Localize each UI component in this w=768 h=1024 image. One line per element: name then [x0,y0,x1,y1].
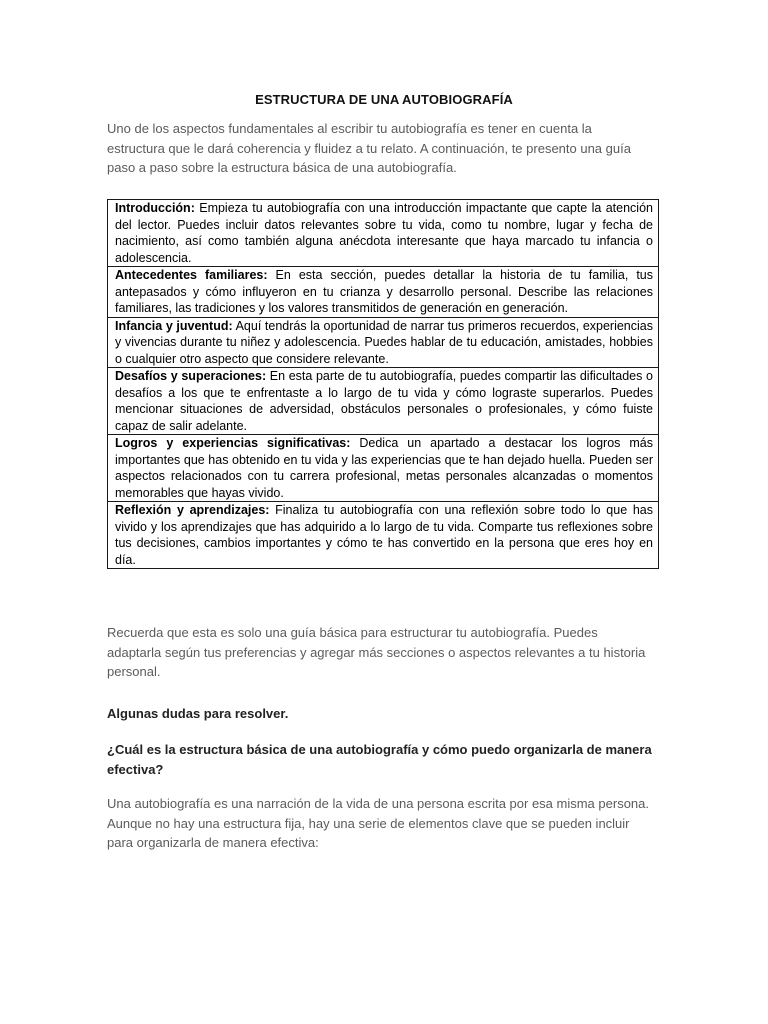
structure-table [107,199,659,569]
table-cell [108,317,659,368]
table-row [108,368,659,435]
table-cell [108,200,659,267]
section-text: Finaliza tu autobiografía con una reflexión sobre todo lo que has vivido y los aprendizajes que has adquirido a lo largo de tu vida. Comparte tus reflexiones sobre tus decisiones, cambios importantes y cómo te has convertido en la persona que eres hoy en día. [115,503,653,567]
section-text: Aquí tendrás la oportunidad de narrar tus primeros recuerdos, experiencias y vivencias durante tu niñez y adolescencia. Puedes hablar de tu educación, amistades, hobbies o cualquier otro aspecto que considere relevante. [115,318,653,366]
table-row [108,435,659,502]
table-row [108,267,659,318]
section-text: En esta sección, puedes detallar la historia de tu familia, tus antepasados y cómo influyeron en tu crianza y desarrollo personal. Describe las relaciones familiares, las tradiciones y los valores transmitidos de generación en generación. [115,268,653,315]
table-row [108,200,659,267]
doubts-heading: Algunas dudas para resolver. [107,706,289,721]
answer-paragraph: Una autobiografía es una narración de la vida de una persona escrita por esa misma persona. Aunque no hay una estructura fija, hay una serie de elementos clave que se pueden incluir para organizarla de manera efectiva: [107,796,649,850]
section-label: Logros y experiencias significativas: [115,436,351,450]
question-heading: ¿Cuál es la estructura básica de una autobiografía y cómo puedo organizarla de manera efectiva? [107,742,652,777]
table-cell [108,435,659,502]
reminder-paragraph: Recuerda que esta es solo una guía básica para estructurar tu autobiografía. Puedes adaptarla según tus preferencias y agregar más secciones o aspectos relevantes a tu historia personal. [107,625,646,679]
section-label: Infancia y juventud: [115,318,233,333]
table-cell [108,502,659,569]
section-text: Dedica un apartado a destacar los logros más importantes que has obtenido en tu vida y las experiencias que te han dejado huella. Pueden ser aspectos relacionados con tu carrera profesional, metas personales alcanzadas o momentos memorables que hayas vivido. [115,436,653,500]
section-text: Empieza tu autobiografía con una introducción impactante que capte la atención del lector. Puedes incluir datos relevantes sobre tu vida, como tu nombre, lugar y fecha de nacimiento, así como también alguna anécdota interesante que haya marcado tu infancia o adolescencia. [115,201,653,265]
section-label: Introducción: [115,201,195,215]
intro-paragraph: Uno de los aspectos fundamentales al escribir tu autobiografía es tener en cuenta la estructura que le dará coherencia y fluidez a tu relato. A continuación, te presento una guía paso a paso sobre la estructura básica de una autobiografía. [107,121,631,175]
section-label: Antecedentes familiares: [115,268,268,282]
table-row [108,317,659,368]
table-cell [108,368,659,435]
table-row [108,502,659,569]
section-label: Reflexión y aprendizajes: [115,503,270,517]
section-text: En esta parte de tu autobiografía, puedes compartir las dificultades o desafíos a los que te enfrentaste a lo largo de tu vida y cómo lograste superarlos. Puedes mencionar situaciones de adversidad, obstáculos personales o profesionales, y cómo fuiste capaz de salir adelante. [115,369,653,433]
section-label: Desafíos y superaciones: [115,369,267,383]
document-title: ESTRUCTURA DE UNA AUTOBIOGRAFÍA [255,92,513,107]
table-cell [108,267,659,318]
